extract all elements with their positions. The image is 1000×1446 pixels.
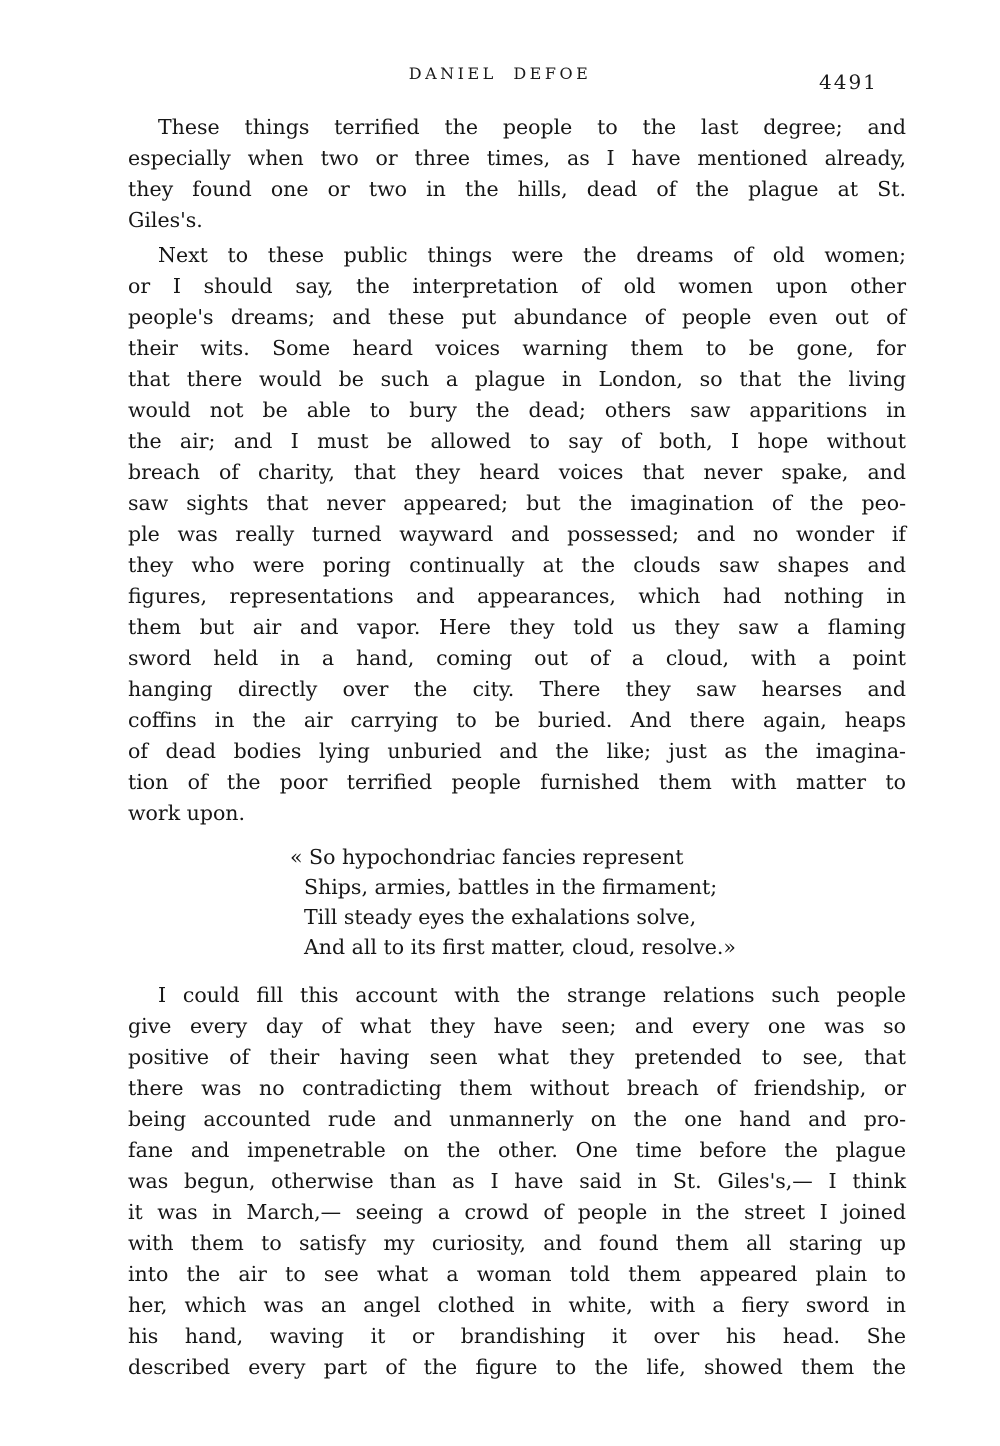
page-number: 4491 (819, 70, 878, 94)
text-line: give every day of what they have seen; and every one was so (128, 1014, 906, 1038)
prose-paragraph (128, 980, 906, 1383)
text-line: positive of their having seen what they pretended to see, that (128, 1045, 906, 1069)
text-line: being accounted rude and unmannerly on the one hand and pro- (128, 1107, 906, 1131)
prose-paragraph (128, 240, 906, 829)
text-line: or I should say, the interpretation of old women upon other (128, 274, 906, 298)
text-line: that there would be such a plague in London, so that the living (128, 367, 906, 391)
text-line: saw sights that never appeared; but the imagination of the peo- (128, 491, 906, 515)
text-line: And all to its first matter, cloud, resolve.» (304, 935, 736, 959)
text-line: especially when two or three times, as I have mentioned already, (128, 146, 906, 170)
text-line: fane and impenetrable on the other. One time before the plague (128, 1138, 906, 1162)
text-line: them but air and vapor. Here they told us they saw a flaming (128, 615, 906, 639)
text-line: his hand, waving it or brandishing it over his head. She (128, 1324, 906, 1348)
text-line: there was no contradicting them without breach of friendship, or (128, 1076, 906, 1100)
text-line: ple was really turned wayward and possessed; and no wonder if (128, 522, 906, 546)
text-line: These things terrified the people to the last degree; and (158, 115, 906, 139)
text-line: tion of the poor terrified people furnished them with matter to (128, 770, 906, 794)
text-line: her, which was an angel clothed in white, with a fiery sword in (128, 1293, 906, 1317)
text-line: breach of charity, that they heard voices that never spake, and (128, 460, 906, 484)
text-line: with them to satisfy my curiosity, and found them all staring up (128, 1231, 906, 1255)
running-header-title: DANIEL DEFOE (408, 64, 592, 83)
text-line: work upon. (128, 801, 246, 825)
text-line: figures, representations and appearances, which had nothing in (128, 584, 906, 608)
text-line: they found one or two in the hills, dead of the plague at St. (128, 177, 906, 201)
text-line: Giles's. (128, 208, 203, 232)
text-line: of dead bodies lying unburied and the like; just as the imagina- (128, 739, 906, 763)
text-line: Next to these public things were the dreams of old women; (158, 243, 906, 267)
text-line: described every part of the figure to the life, showed them the (128, 1355, 906, 1379)
text-line: it was in March,— seeing a crowd of people in the street I joined (128, 1200, 906, 1224)
text-line: coffins in the air carrying to be buried. And there again, heaps (128, 708, 906, 732)
verse-quote (128, 842, 906, 962)
text-line: they who were poring continually at the clouds saw shapes and (128, 553, 906, 577)
text-line: their wits. Some heard voices warning them to be gone, for (128, 336, 906, 360)
text-line: « So hypochondriac fancies represent (290, 845, 684, 869)
text-line: into the air to see what a woman told them appeared plain to (128, 1262, 906, 1286)
text-line: hanging directly over the city. There they saw hearses and (128, 677, 906, 701)
text-line: the air; and I must be allowed to say of both, I hope without (128, 429, 906, 453)
text-line: Till steady eyes the exhalations solve, (304, 905, 697, 929)
page-body (128, 112, 906, 1383)
text-line: was begun, otherwise than as I have said in St. Giles's,— I think (128, 1169, 906, 1193)
text-line: people's dreams; and these put abundance of people even out of (128, 305, 906, 329)
prose-paragraph (128, 112, 906, 236)
text-line: I could fill this account with the strange relations such people (158, 983, 906, 1007)
text-line: Ships, armies, battles in the firmament; (304, 875, 718, 899)
text-line: sword held in a hand, coming out of a cloud, with a point (128, 646, 906, 670)
text-line: would not be able to bury the dead; others saw apparitions in (128, 398, 906, 422)
